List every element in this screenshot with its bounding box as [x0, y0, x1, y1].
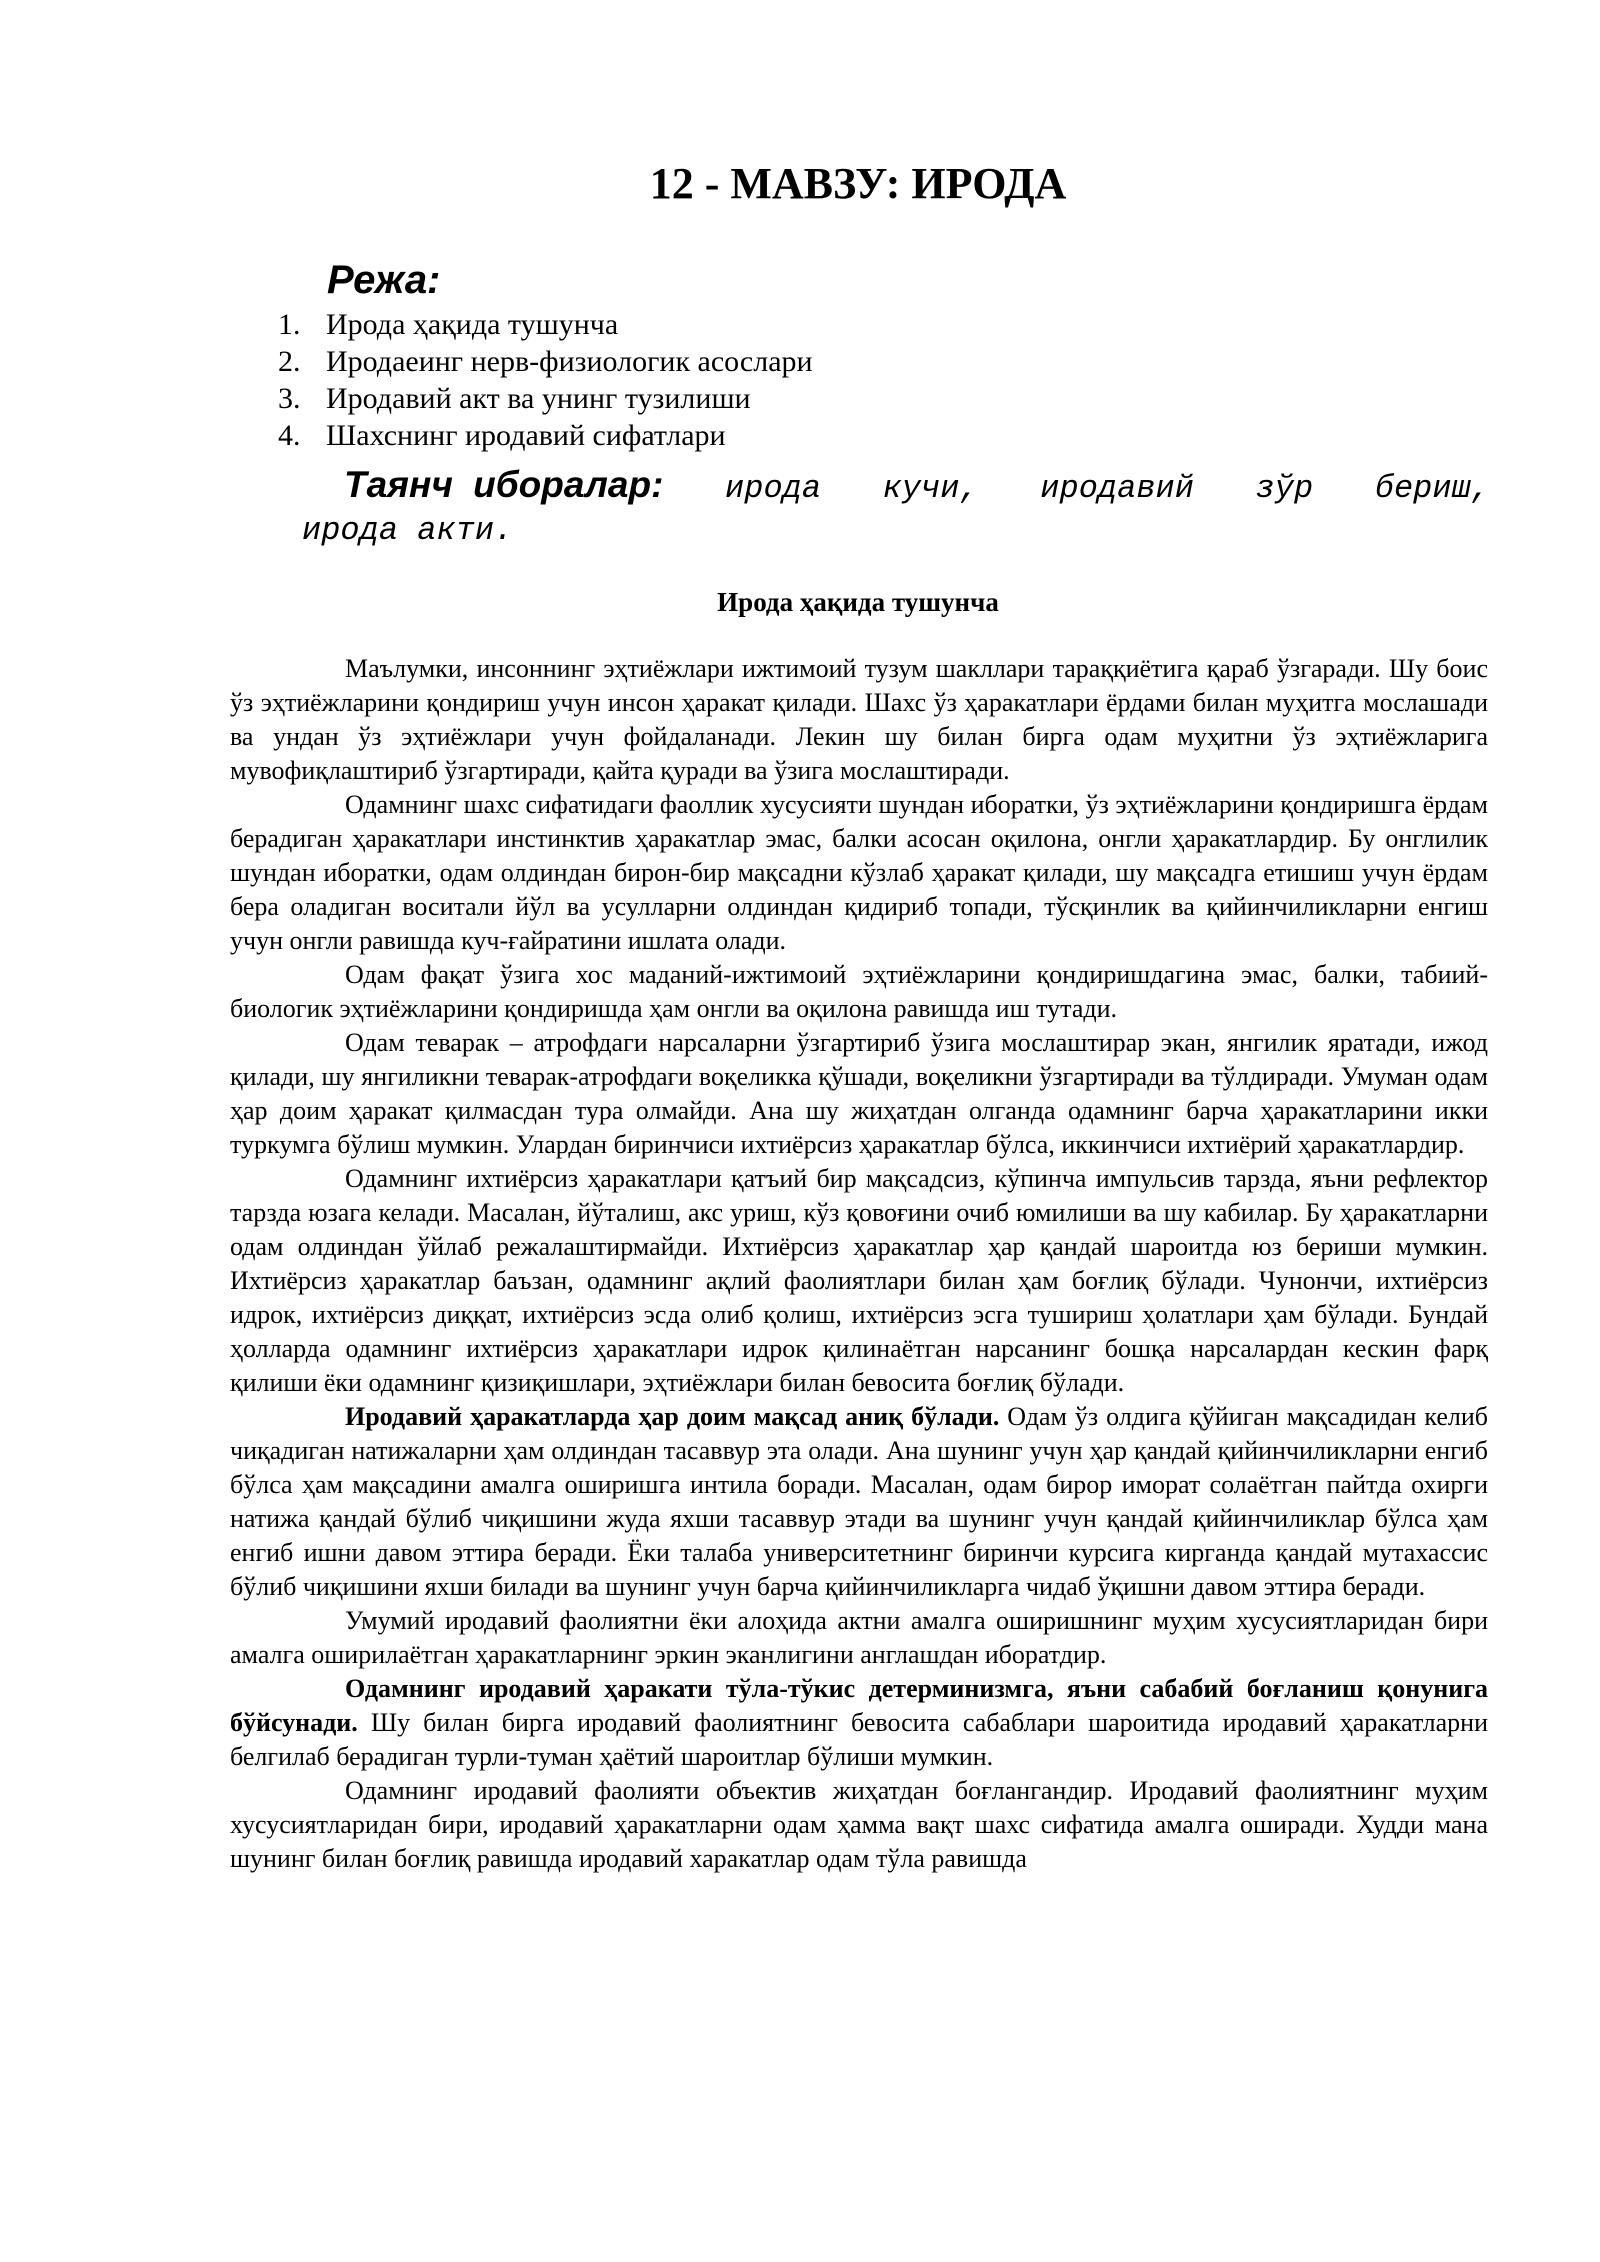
paragraph — [230, 1672, 1488, 1774]
plan-item-number: 3. — [278, 382, 301, 415]
keyword-word: иродавий — [1040, 470, 1194, 507]
plan-item-number: 1. — [278, 308, 301, 341]
paragraph — [230, 788, 1488, 958]
paragraph-text: Одам теварак – атрофдаги нарсаларни ўзгартириб ўзига мослаштирар экан, янгилик яратади, ижод қилади, шу янгиликни теварак-атрофдаги воқеликка қўшади, воқеликни ўзгартиради ва тўлдиради. Умуман одам ҳар доим ҳаракат қилмасдан тура олмайди. Ана шу жиҳатдан олганда одамнинг барча ҳаракатларини икки туркумга бўлиш мумкин. Улардан биринчиси ихтиёрсиз ҳаракатлар бўлса, иккинчиси ихтиёрий ҳаракатлардир. — [230, 1028, 1488, 1159]
keywords-line — [302, 464, 1490, 510]
paragraph-text: Одам ўз олдига қўйиган мақсадидан келиб чиқадиган натижаларни ҳам олдиндан тасаввур эта олади. Ана шунинг учун ҳар қандай қийинчиликларни енгиб бўлса ҳам мақсадини амалга оширишга интила боради. Масалан, одам бирор иморат солаётган пайтда охирги натижа қандай бўлиб чиқишини жуда яхши тасаввур этади ва шунинг учун қандай қийинчиликлар бўлса ҳам енгиб ишни давом эттира беради. Ёки талаба университетнинг биринчи курсига кирганда қандай мутахассис бўлиб чиқишини яхши билади ва шунинг учун барча қийинчиликларга чидаб ўқишни давом эттира беради. — [230, 1402, 1488, 1601]
paragraph-bold: Одамнинг иродавий ҳаракати тўла-тўкис детерминизмга, яъни сабабий боғланиш қонунига бўйсунади. — [230, 1674, 1488, 1737]
section-heading: Ирода ҳақида тушунча — [717, 587, 999, 617]
keyword-word: ирода — [725, 470, 822, 507]
keywords-line: ирода акти. — [302, 512, 514, 549]
paragraph — [230, 1774, 1488, 1876]
paragraph-bold: Иродавий ҳаракатларда ҳар доим мақсад аниқ бўлади. — [345, 1402, 1000, 1431]
page-title: 12 - МАВЗУ: ИРОДА — [649, 159, 1067, 208]
plan-item-text: Ирода ҳақида тушунча — [326, 308, 619, 341]
keywords-block — [302, 464, 1490, 552]
paragraph-text: Маълумки, инсоннинг эҳтиёжлари ижтимоий тузум шакллари тараққиётига қараб ўзгаради. Шу боис ўз эҳтиёжларини қондириш учун инсон ҳаракат қилади. Шахс ўз ҳаракатлари ёрдами билан муҳитга мослашади ва ундан ўз эҳтиёжлари учун фойдаланади. Лекин шу билан бирга одам муҳитни ўз эҳтиёжларига мувофиқлаштириб ўзгартиради, қайта қуради ва ўзига мослаштиради. — [230, 654, 1488, 785]
paragraph — [230, 1604, 1488, 1672]
plan-item-number: 2. — [278, 345, 301, 378]
plan-item-number: 4. — [278, 419, 301, 452]
plan-heading: Режа: — [327, 258, 441, 302]
plan-item — [278, 417, 813, 454]
paragraph-text: Шу билан бирга иродавий фаолиятнинг бевосита сабаблари шароитида иродавий ҳаракатларни белгилаб берадиган турли-туман ҳаётий шароитлар бўлиши мумкин. — [230, 1708, 1488, 1771]
paragraph — [230, 1162, 1488, 1400]
plan-item-text: Иродаеинг нерв-физиологик асослари — [326, 345, 813, 378]
paragraph — [230, 1400, 1488, 1604]
plan-list — [278, 306, 813, 454]
plan-item-text: Шахснинг иродавий сифатлари — [326, 419, 726, 452]
keywords-label: Таянч иборалар: — [344, 464, 664, 505]
paragraph-text: Умумий иродавий фаолиятни ёки алоҳида актни амалга оширишнинг муҳим хусусиятларидан бири амалга оширилаётган ҳаракатларнинг эркин эканлигини англашдан иборатдир. — [230, 1606, 1488, 1669]
plan-item — [278, 306, 813, 343]
keyword-word: зўр — [1255, 470, 1314, 507]
paragraph — [230, 1026, 1488, 1162]
keyword-word: кучи, — [882, 470, 979, 507]
body-text — [230, 652, 1488, 1876]
plan-item-text: Иродавий акт ва унинг тузилиши — [326, 382, 751, 415]
plan-item — [278, 380, 813, 417]
paragraph-text: Одамнинг иродавий фаолияти объектив жиҳатдан боғлангандир. Иродавий фаолиятнинг муҳим хусусиятларидан бири, иродавий ҳаракатларни одам ҳамма вақт шахс сифатида амалга оширади. Худди мана шунинг билан боғлиқ равишда иродавий харакатлар одам тўла равишда — [230, 1776, 1488, 1873]
paragraph-text: Одамнинг ихтиёрсиз ҳаракатлари қатъий бир мақсадсиз, кўпинча импульсив тарзда, яъни рефлектор тарзда юзага келади. Масалан, йўталиш, акс уриш, кўз қовоғини очиб юмилиши ва шу кабилар. Бу ҳаракатларни одам олдиндан ўйлаб режалаштирмайди. Ихтиёрсиз ҳаракатлар ҳар қандай шароитда юз бериши мумкин. Ихтиёрсиз ҳаракатлар баъзан, одамнинг ақлий фаолиятлари билан ҳам боғлиқ бўлади. Чунончи, ихтиёрсиз идрок, ихтиёрсиз диққат, ихтиёрсиз эсда олиб қолиш, ихтиёрсиз эсга тушириш ҳолатлари ҳам бўлади. Бундай ҳолларда одамнинг ихтиёрсиз ҳаракатлари идрок қилинаётган нарсанинг бошқа нарсалардан кескин фарқ қилиши ёки одамнинг қизиқишлари, эҳтиёжлари билан бевосита боғлиқ бўлади. — [230, 1164, 1488, 1397]
paragraph — [230, 652, 1488, 788]
plan-item — [278, 343, 813, 380]
paragraph-text: Одамнинг шахс сифатидаги фаоллик хусусияти шундан иборатки, ўз эҳтиёжларини қондиришга ёрдам берадиган ҳаракатлари инстинктив ҳаракатлар эмас, балки асосан оқилона, онгли ҳаракатлардир. Бу онглилик шундан иборатки, одам олдиндан бирон-бир мақсадни кўзлаб ҳаракат қилади, шу мақсадга етишиш учун ёрдам бера оладиган воситали йўл ва усулларни олдиндан қидириб топади, тўсқинлик ва қийинчиликларни енгиш учун онгли равишда куч-ғайратини ишлата олади. — [230, 790, 1488, 955]
paragraph-text: Одам фақат ўзига хос маданий-ижтимоий эҳтиёжларини қондиришдагина эмас, балки, табиий-биологик эҳтиёжларини қондиришда ҳам онгли ва оқилона равишда иш тутади. — [230, 960, 1488, 1023]
paragraph — [230, 958, 1488, 1026]
keyword-word: бериш, — [1374, 470, 1490, 507]
